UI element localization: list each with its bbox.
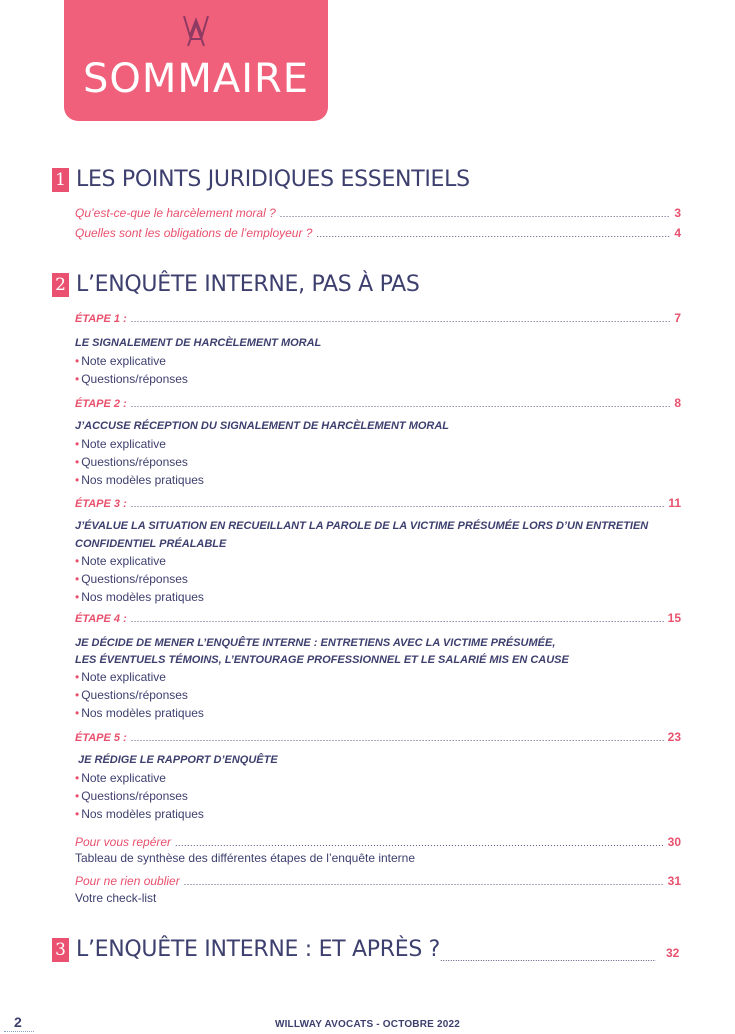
section-number: 3 bbox=[52, 938, 69, 962]
toc-step-entry[interactable] bbox=[75, 496, 681, 510]
step-title-line: LES ÉVENTUELS TÉMOINS, L’ENTOURAGE PROFESSIONNEL ET LE SALARIÉ MIS EN CAUSE bbox=[75, 654, 569, 666]
toc-step-entry[interactable] bbox=[75, 396, 681, 410]
list-item: • Nos modèles pratiques bbox=[75, 590, 204, 604]
step-page: 11 bbox=[668, 496, 681, 510]
step-label: ÉTAPE 4 : bbox=[75, 613, 127, 625]
step-title: LE SIGNALEMENT DE HARCÈLEMENT MORAL bbox=[75, 337, 322, 349]
toc-step-entry[interactable] bbox=[75, 311, 681, 325]
list-item: • Note explicative bbox=[75, 437, 166, 451]
step-page: 15 bbox=[667, 611, 681, 625]
toc-entry-label: Quelles sont les obligations de l’employeur ? bbox=[75, 226, 313, 240]
step-label: ÉTAPE 1 : bbox=[75, 313, 127, 325]
list-item: • Questions/réponses bbox=[75, 688, 188, 702]
toc-step-entry[interactable] bbox=[75, 611, 681, 625]
toc-entry-description: Tableau de synthèse des différentes étapes de l’enquête interne bbox=[75, 851, 416, 865]
page-number-underline bbox=[4, 1031, 34, 1032]
toc-entry-page: 4 bbox=[674, 226, 681, 240]
toc-entry[interactable] bbox=[75, 874, 681, 888]
step-label: ÉTAPE 3 : bbox=[75, 498, 127, 510]
leader-dots bbox=[131, 399, 671, 409]
leader-dots bbox=[131, 614, 664, 624]
section-title: L’ENQUÊTE INTERNE : ET APRÈS ? bbox=[76, 937, 441, 962]
section-2-heading bbox=[52, 272, 420, 297]
list-item: • Questions/réponses bbox=[75, 572, 188, 586]
section-number: 1 bbox=[52, 168, 69, 192]
list-item: • Nos modèles pratiques bbox=[75, 473, 204, 487]
toc-step-entry[interactable] bbox=[75, 730, 681, 744]
step-page: 23 bbox=[667, 730, 681, 744]
toc-entry-page: 31 bbox=[667, 874, 681, 888]
section-title: L’ENQUÊTE INTERNE, PAS À PAS bbox=[76, 272, 420, 297]
list-item: • Nos modèles pratiques bbox=[75, 807, 204, 821]
step-page: 8 bbox=[674, 396, 681, 410]
toc-entry[interactable] bbox=[75, 226, 681, 240]
step-label: ÉTAPE 2 : bbox=[75, 398, 127, 410]
list-item: • Questions/réponses bbox=[75, 372, 188, 386]
toc-entry-label: Pour ne rien oublier bbox=[75, 874, 180, 888]
toc-entry-label: Qu’est-ce-que le harcèlement moral ? bbox=[75, 206, 276, 220]
list-item: • Questions/réponses bbox=[75, 455, 188, 469]
toc-entry[interactable] bbox=[75, 206, 681, 220]
section-page: 32 bbox=[666, 946, 680, 960]
step-title: J’ACCUSE RÉCEPTION DU SIGNALEMENT DE HARCÈLEMENT MORAL bbox=[75, 420, 450, 432]
step-page: 7 bbox=[674, 311, 681, 325]
willway-logo-icon bbox=[181, 14, 211, 48]
leader-dots bbox=[175, 838, 664, 848]
list-item: • Note explicative bbox=[75, 771, 166, 785]
step-title-line: J’ÉVALUE LA SITUATION EN RECUEILLANT LA PAROLE DE LA VICTIME PRÉSUMÉE LORS D’UN ENTRETIEN bbox=[75, 520, 649, 532]
step-label: ÉTAPE 5 : bbox=[75, 732, 127, 744]
toc-entry-page: 30 bbox=[667, 835, 681, 849]
step-title-line: JE DÉCIDE DE MENER L’ENQUÊTE INTERNE : ENTRETIENS AVEC LA VICTIME PRÉSUMÉE, bbox=[75, 637, 556, 649]
page-number: 2 bbox=[14, 1014, 22, 1030]
leader-dots bbox=[184, 877, 664, 887]
section-title: LES POINTS JURIDIQUES ESSENTIELS bbox=[76, 167, 470, 192]
toc-entry[interactable] bbox=[75, 835, 681, 849]
leader-dots bbox=[131, 314, 671, 324]
step-title: JE RÉDIGE LE RAPPORT D’ENQUÊTE bbox=[78, 754, 278, 766]
list-item: • Questions/réponses bbox=[75, 789, 188, 803]
step-title-line: CONFIDENTIEL PRÉALABLE bbox=[75, 538, 227, 550]
toc-entry-label: Pour vous repérer bbox=[75, 835, 172, 849]
footer-text: WILLWAY AVOCATS - OCTOBRE 2022 bbox=[274, 1019, 461, 1030]
list-item: • Nos modèles pratiques bbox=[75, 706, 204, 720]
section-1-heading bbox=[52, 167, 470, 192]
section-number: 2 bbox=[52, 273, 69, 297]
toc-entry-page: 3 bbox=[674, 206, 681, 220]
list-item: • Note explicative bbox=[75, 670, 166, 684]
leader-dots bbox=[131, 499, 665, 509]
leader-dots bbox=[440, 953, 656, 963]
sommaire-header bbox=[64, 0, 328, 121]
list-item: • Note explicative bbox=[75, 354, 166, 368]
page-title: SOMMAIRE bbox=[82, 56, 310, 102]
leader-dots bbox=[316, 229, 670, 239]
list-item: • Note explicative bbox=[75, 554, 166, 568]
leader-dots bbox=[280, 209, 671, 219]
leader-dots bbox=[131, 733, 664, 743]
section-3-heading[interactable] bbox=[52, 937, 440, 962]
toc-entry-description: Votre check-list bbox=[75, 891, 157, 905]
